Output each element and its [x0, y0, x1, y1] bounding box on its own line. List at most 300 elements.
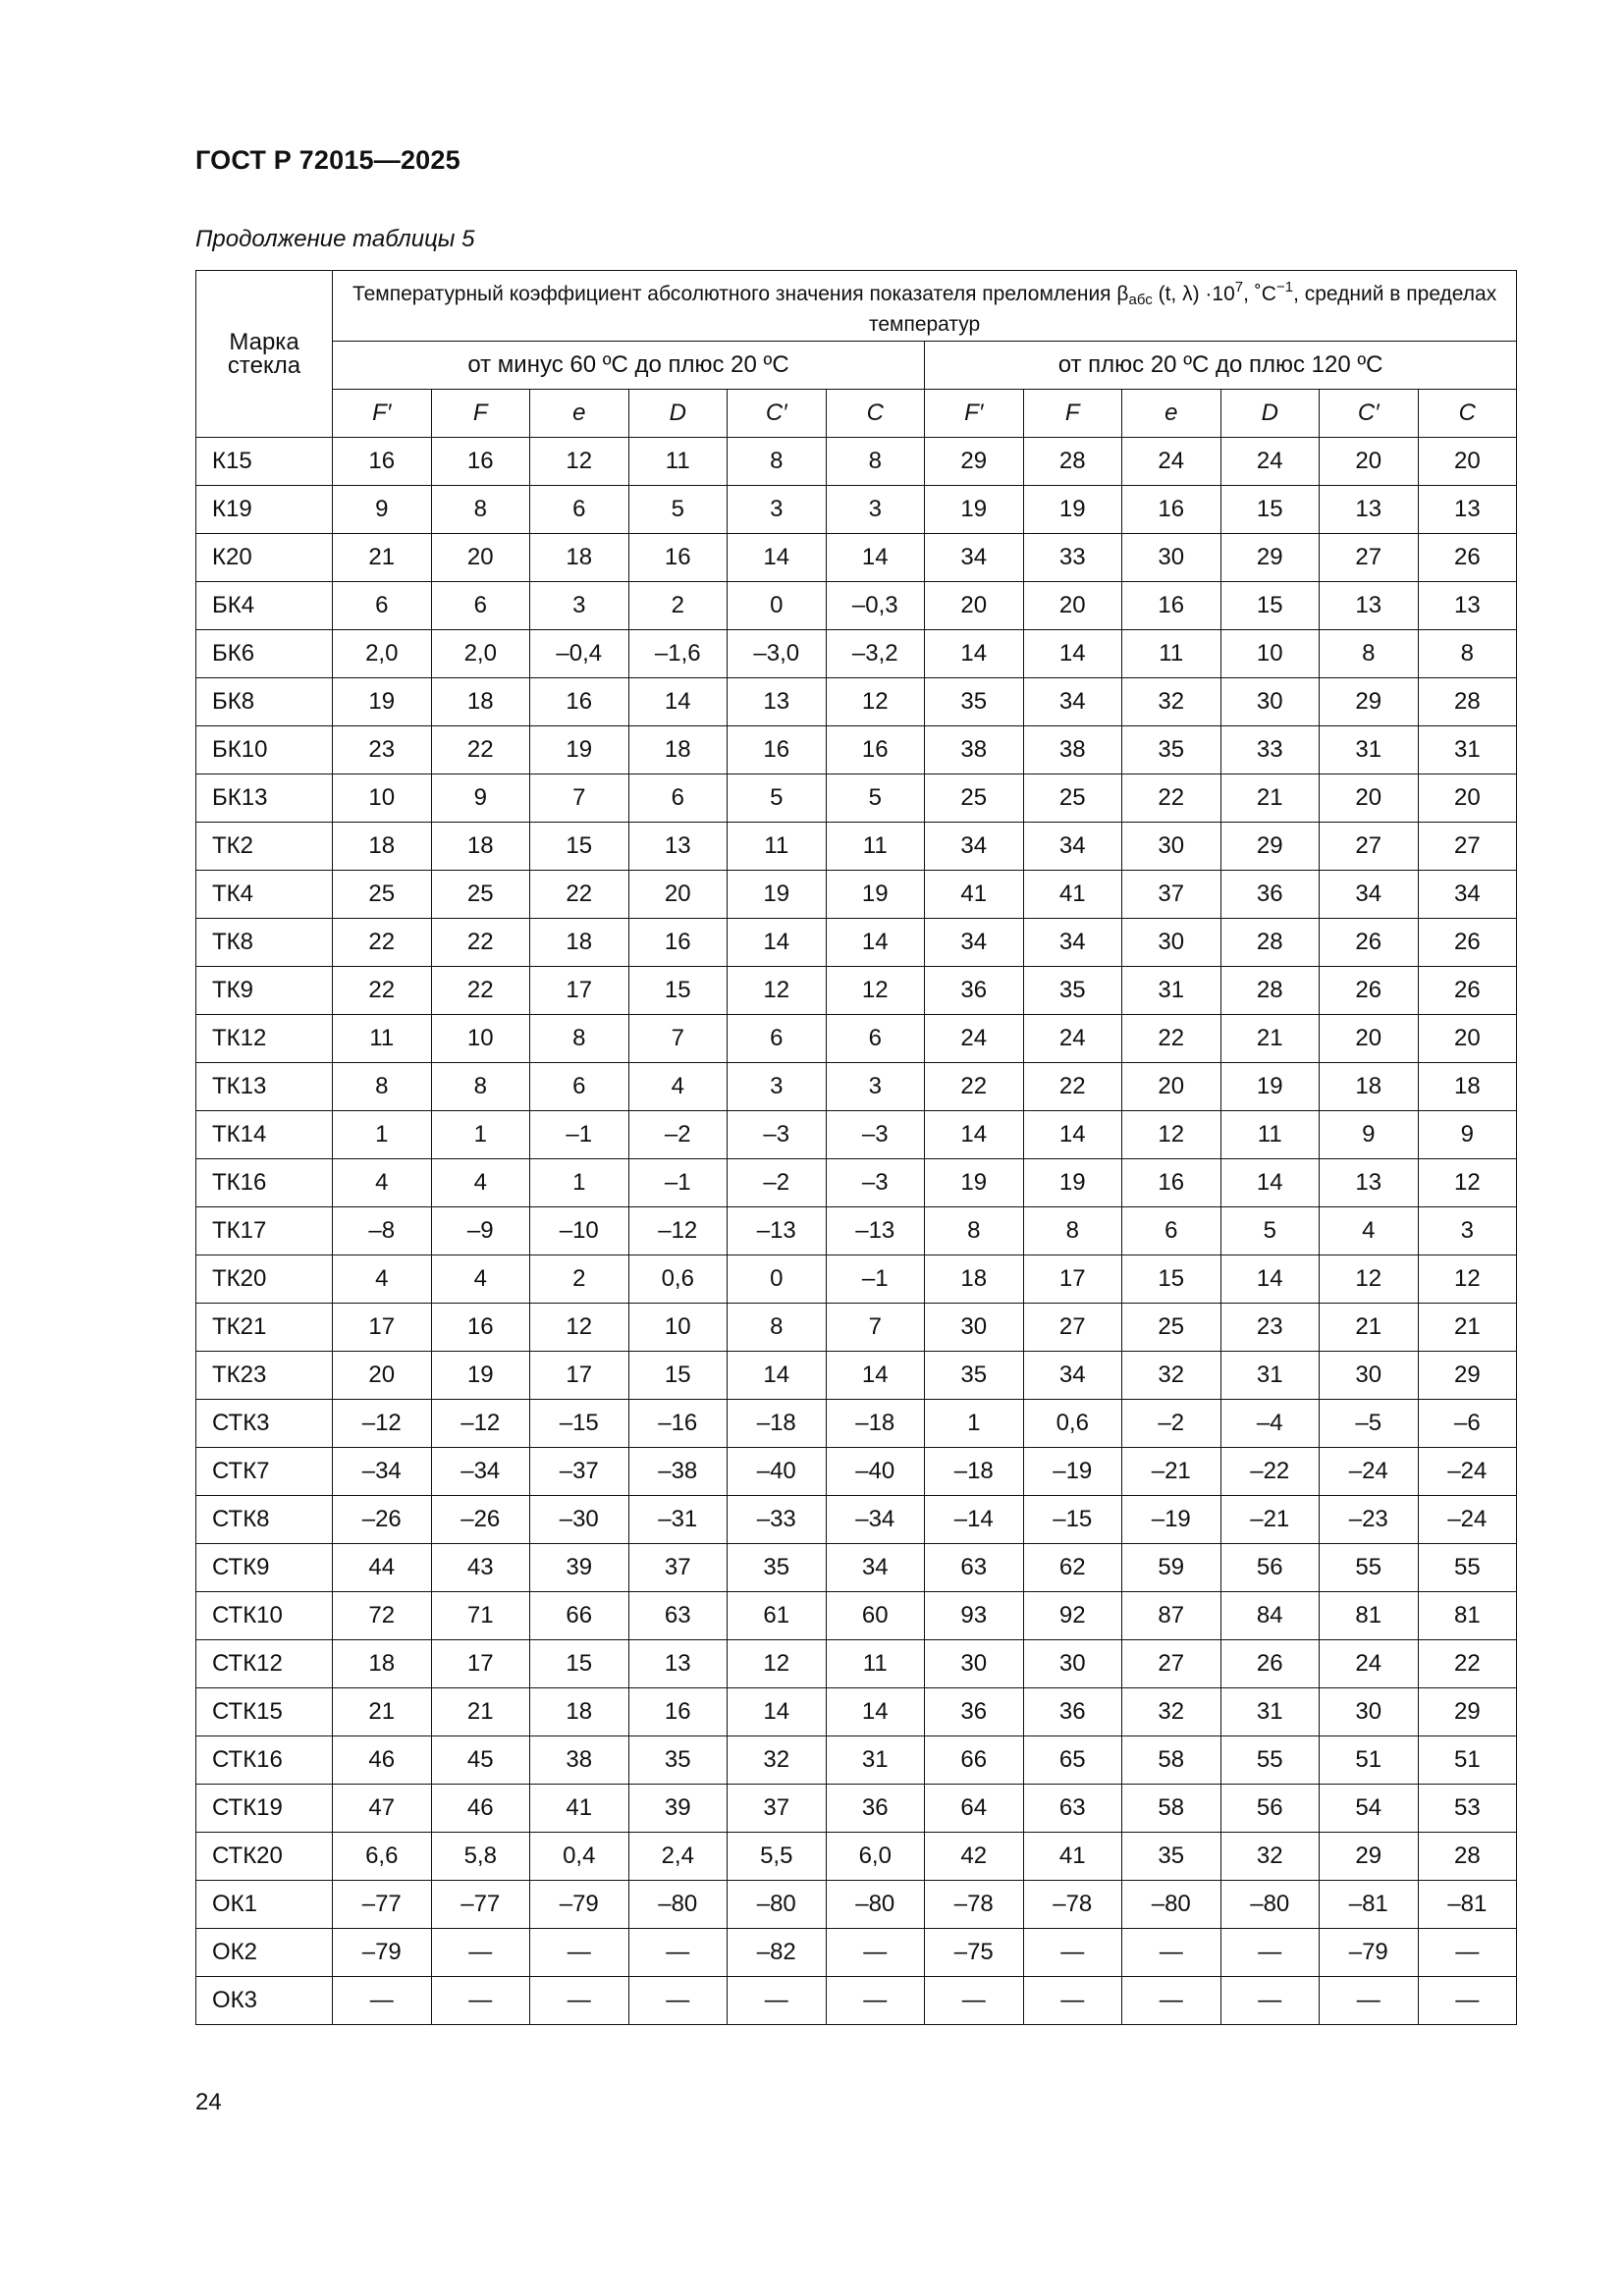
coefficient-cell: 22: [1122, 774, 1221, 823]
coefficient-cell: 15: [530, 823, 629, 871]
coefficient-cell: 6: [530, 486, 629, 534]
coefficient-cell: –10: [530, 1207, 629, 1255]
coefficient-cell: 92: [1023, 1592, 1122, 1640]
coefficient-cell: 34: [1023, 678, 1122, 726]
coefficient-cell: 20: [1320, 438, 1419, 486]
coefficient-cell: –31: [628, 1496, 728, 1544]
coefficient-cell: 38: [1023, 726, 1122, 774]
glass-mark-cell: ТК9: [196, 967, 333, 1015]
coefficient-cell: 56: [1220, 1785, 1320, 1833]
coefficient-cell: —: [1122, 1977, 1221, 2025]
coefficient-cell: –30: [530, 1496, 629, 1544]
coefficient-cell: 4: [431, 1159, 530, 1207]
coefficient-cell: 31: [1418, 726, 1517, 774]
coefficient-cell: –15: [530, 1400, 629, 1448]
coefficient-cell: –79: [530, 1881, 629, 1929]
coefficient-cell: 29: [1418, 1352, 1517, 1400]
coefficient-cell: 46: [333, 1736, 432, 1785]
coefficient-cell: 30: [1122, 823, 1221, 871]
coefficient-cell: 46: [431, 1785, 530, 1833]
coefficient-cell: 7: [530, 774, 629, 823]
coefficient-cell: 93: [925, 1592, 1024, 1640]
coefficient-cell: –3,0: [728, 630, 827, 678]
coefficient-cell: 72: [333, 1592, 432, 1640]
coefficient-cell: 4: [628, 1063, 728, 1111]
coefficient-cell: 54: [1320, 1785, 1419, 1833]
coefficient-cell: –34: [826, 1496, 925, 1544]
coefficient-cell: 15: [1122, 1255, 1221, 1304]
coefficient-header-suffix: , средний в пределах температур: [868, 283, 1497, 336]
coefficient-cell: 30: [1122, 919, 1221, 967]
coefficient-cell: 39: [628, 1785, 728, 1833]
coefficient-cell: 29: [1320, 1833, 1419, 1881]
coefficient-cell: 6,0: [826, 1833, 925, 1881]
coefficient-cell: 26: [1320, 967, 1419, 1015]
coefficient-cell: 8: [530, 1015, 629, 1063]
glass-mark-cell: СТК10: [196, 1592, 333, 1640]
coefficient-cell: 30: [925, 1304, 1024, 1352]
coefficient-cell: 22: [431, 726, 530, 774]
coefficient-cell: 21: [1320, 1304, 1419, 1352]
coefficient-cell: –34: [431, 1448, 530, 1496]
glass-mark-cell: БК4: [196, 582, 333, 630]
coefficient-cell: 12: [530, 438, 629, 486]
power-exponent: 7: [1234, 279, 1244, 295]
coefficient-cell: 3: [728, 1063, 827, 1111]
coefficient-cell: –80: [628, 1881, 728, 1929]
band-header: D: [1220, 390, 1320, 438]
coefficient-cell: 17: [530, 967, 629, 1015]
coefficient-cell: 12: [728, 1640, 827, 1688]
coefficient-cell: 37: [628, 1544, 728, 1592]
coefficient-cell: –80: [728, 1881, 827, 1929]
coefficient-cell: 18: [530, 1688, 629, 1736]
coefficient-cell: –12: [431, 1400, 530, 1448]
coefficient-cell: 15: [628, 1352, 728, 1400]
table-row: [196, 1304, 1517, 1352]
table-row: [196, 1015, 1517, 1063]
table-row: [196, 774, 1517, 823]
coefficient-cell: 26: [1418, 919, 1517, 967]
coefficient-cell: 53: [1418, 1785, 1517, 1833]
glass-mark-cell: ОК2: [196, 1929, 333, 1977]
coefficient-cell: –1: [530, 1111, 629, 1159]
coefficient-cell: 20: [1418, 774, 1517, 823]
glass-mark-cell: ТК17: [196, 1207, 333, 1255]
coefficient-cell: 42: [925, 1833, 1024, 1881]
coefficient-cell: 8: [728, 438, 827, 486]
coefficient-cell: 39: [530, 1544, 629, 1592]
coefficient-cell: —: [925, 1977, 1024, 2025]
coefficient-cell: –80: [1220, 1881, 1320, 1929]
coefficient-cell: 22: [431, 919, 530, 967]
coefficient-cell: 20: [628, 871, 728, 919]
coefficient-cell: –77: [431, 1881, 530, 1929]
band-header: C: [826, 390, 925, 438]
coefficient-cell: 55: [1220, 1736, 1320, 1785]
coefficient-cell: 18: [628, 726, 728, 774]
coefficient-cell: 31: [1220, 1688, 1320, 1736]
coefficient-cell: –24: [1418, 1448, 1517, 1496]
coefficient-cell: 43: [431, 1544, 530, 1592]
coefficient-cell: 27: [1418, 823, 1517, 871]
coefficient-cell: 21: [333, 534, 432, 582]
coefficient-cell: 27: [1320, 823, 1419, 871]
coefficient-cell: 26: [1418, 967, 1517, 1015]
table-row: [196, 1688, 1517, 1736]
coefficient-cell: 5: [728, 774, 827, 823]
coefficient-cell: –0,3: [826, 582, 925, 630]
table-row: [196, 582, 1517, 630]
coefficient-cell: 14: [728, 1688, 827, 1736]
coefficient-cell: 24: [1023, 1015, 1122, 1063]
coefficient-cell: 13: [1320, 582, 1419, 630]
coefficient-cell: 41: [1023, 1833, 1122, 1881]
coefficient-cell: 28: [1220, 919, 1320, 967]
table-row: [196, 967, 1517, 1015]
coefficient-cell: 65: [1023, 1736, 1122, 1785]
coefficient-cell: —: [333, 1977, 432, 2025]
glass-mark-cell: ТК14: [196, 1111, 333, 1159]
coefficient-cell: 32: [728, 1736, 827, 1785]
coefficient-cell: 27: [1122, 1640, 1221, 1688]
coefficient-cell: 13: [1418, 582, 1517, 630]
coefficient-cell: 6: [628, 774, 728, 823]
coefficient-cell: 0,6: [628, 1255, 728, 1304]
glass-mark-cell: СТК3: [196, 1400, 333, 1448]
coefficient-cell: –13: [728, 1207, 827, 1255]
coefficient-cell: 11: [826, 823, 925, 871]
coefficient-cell: –19: [1122, 1496, 1221, 1544]
coefficient-cell: 13: [1418, 486, 1517, 534]
coefficient-cell: –2: [628, 1111, 728, 1159]
table-body: [196, 438, 1517, 2025]
coefficient-cell: 35: [925, 678, 1024, 726]
coefficient-cell: 34: [925, 823, 1024, 871]
coefficient-cell: –1: [826, 1255, 925, 1304]
coefficient-cell: 28: [1418, 1833, 1517, 1881]
coefficient-cell: 20: [1320, 774, 1419, 823]
coefficient-cell: 37: [728, 1785, 827, 1833]
coefficient-cell: 14: [728, 919, 827, 967]
table-row: [196, 1207, 1517, 1255]
coefficient-cell: –78: [1023, 1881, 1122, 1929]
coefficient-cell: 16: [333, 438, 432, 486]
coefficient-cell: 29: [1418, 1688, 1517, 1736]
coefficient-cell: 32: [1122, 678, 1221, 726]
coefficient-cell: 8: [1320, 630, 1419, 678]
glass-mark-cell: ТК8: [196, 919, 333, 967]
coefficient-cell: 14: [1220, 1159, 1320, 1207]
coefficient-cell: –21: [1122, 1448, 1221, 1496]
coefficient-cell: 6: [1122, 1207, 1221, 1255]
coefficient-cell: 19: [1220, 1063, 1320, 1111]
coefficient-header-prefix: Температурный коэффициент абсолютного значения показателя преломления: [352, 283, 1111, 305]
coefficient-cell: —: [728, 1977, 827, 2025]
coefficient-cell: 19: [530, 726, 629, 774]
coefficient-cell: 16: [1122, 1159, 1221, 1207]
coefficient-cell: 8: [431, 486, 530, 534]
table-row: [196, 1785, 1517, 1833]
table-caption: Продолжение таблицы 5: [195, 226, 475, 252]
coefficient-cell: –38: [628, 1448, 728, 1496]
coefficient-cell: 18: [333, 823, 432, 871]
coefficient-cell: 34: [1023, 823, 1122, 871]
coefficient-cell: 17: [431, 1640, 530, 1688]
glass-mark-cell: ОК3: [196, 1977, 333, 2025]
coefficient-cell: —: [530, 1929, 629, 1977]
header-row-bands: [196, 390, 1517, 438]
coefficient-cell: 18: [530, 919, 629, 967]
coefficient-cell: 14: [826, 1352, 925, 1400]
glass-mark-cell: СТК9: [196, 1544, 333, 1592]
coefficient-cell: 29: [1220, 823, 1320, 871]
coefficient-cell: –8: [333, 1207, 432, 1255]
coefficient-cell: –1: [628, 1159, 728, 1207]
glass-mark-cell: СТК16: [196, 1736, 333, 1785]
coefficient-cell: 19: [1023, 1159, 1122, 1207]
coefficient-cell: 51: [1320, 1736, 1419, 1785]
coefficient-cell: 14: [826, 919, 925, 967]
coefficient-cell: 14: [1220, 1255, 1320, 1304]
glass-mark-cell: СТК8: [196, 1496, 333, 1544]
coefficient-cell: 12: [728, 967, 827, 1015]
coefficient-cell: 19: [925, 486, 1024, 534]
coefficient-cell: –15: [1023, 1496, 1122, 1544]
coefficient-cell: 14: [728, 1352, 827, 1400]
coefficient-cell: 0: [728, 1255, 827, 1304]
coefficient-cell: –33: [728, 1496, 827, 1544]
coefficient-cell: 0,6: [1023, 1400, 1122, 1448]
coefficient-cell: 31: [1320, 726, 1419, 774]
glass-mark-cell: ОК1: [196, 1881, 333, 1929]
coefficient-cell: 34: [1023, 1352, 1122, 1400]
coefficient-cell: –3,2: [826, 630, 925, 678]
coefficient-cell: 61: [728, 1592, 827, 1640]
table-row: [196, 438, 1517, 486]
coefficient-cell: 21: [1220, 1015, 1320, 1063]
glass-mark-cell: К20: [196, 534, 333, 582]
coefficient-cell: 16: [530, 678, 629, 726]
coefficient-cell: 5,8: [431, 1833, 530, 1881]
table-row: [196, 1736, 1517, 1785]
header-row-main: [196, 271, 1517, 342]
coefficient-cell: 15: [530, 1640, 629, 1688]
coefficient-cell: 18: [925, 1255, 1024, 1304]
coefficient-cell: 8: [1418, 630, 1517, 678]
coefficient-cell: 6: [333, 582, 432, 630]
coefficient-cell: 5: [628, 486, 728, 534]
coefficient-args: (t, λ) ·10: [1158, 283, 1235, 305]
coefficient-cell: 3: [826, 1063, 925, 1111]
coefficient-cell: –5: [1320, 1400, 1419, 1448]
coefficient-cell: 32: [1122, 1688, 1221, 1736]
coefficient-cell: 0,4: [530, 1833, 629, 1881]
range-header-low: от минус 60 ºС до плюс 20 ºС: [333, 342, 925, 390]
coefficient-cell: 41: [925, 871, 1024, 919]
coefficient-cell: 12: [1320, 1255, 1419, 1304]
band-header: F: [1023, 390, 1122, 438]
band-header: C′: [1320, 390, 1419, 438]
coefficient-cell: –9: [431, 1207, 530, 1255]
coefficient-cell: 12: [1418, 1255, 1517, 1304]
coefficient-cell: –79: [1320, 1929, 1419, 1977]
coefficient-cell: 6: [826, 1015, 925, 1063]
glass-mark-cell: К15: [196, 438, 333, 486]
coefficient-cell: —: [1122, 1929, 1221, 1977]
coefficient-cell: 15: [1220, 486, 1320, 534]
glass-mark-cell: СТК15: [196, 1688, 333, 1736]
coefficient-cell: 4: [333, 1159, 432, 1207]
table-row: [196, 726, 1517, 774]
coefficient-cell: 32: [1122, 1352, 1221, 1400]
coefficient-cell: –3: [728, 1111, 827, 1159]
coefficient-cell: 36: [826, 1785, 925, 1833]
coefficient-cell: 47: [333, 1785, 432, 1833]
band-header: F′: [333, 390, 432, 438]
coefficient-cell: 36: [925, 967, 1024, 1015]
coefficient-cell: 22: [530, 871, 629, 919]
coefficient-cell: 14: [925, 630, 1024, 678]
coefficient-cell: 26: [1220, 1640, 1320, 1688]
coefficient-cell: 34: [1023, 919, 1122, 967]
coefficient-cell: 60: [826, 1592, 925, 1640]
coefficient-cell: 30: [1122, 534, 1221, 582]
coefficient-cell: 16: [826, 726, 925, 774]
coefficient-cell: –12: [628, 1207, 728, 1255]
coefficient-cell: 30: [1320, 1688, 1419, 1736]
coefficient-cell: 21: [333, 1688, 432, 1736]
coefficient-cell: –4: [1220, 1400, 1320, 1448]
glass-mark-cell: ТК12: [196, 1015, 333, 1063]
coefficient-cell: 19: [826, 871, 925, 919]
coefficient-cell: 16: [728, 726, 827, 774]
range-header-high: от плюс 20 ºС до плюс 120 ºС: [925, 342, 1517, 390]
coefficient-cell: 14: [925, 1111, 1024, 1159]
table-row: [196, 823, 1517, 871]
coefficient-cell: 55: [1320, 1544, 1419, 1592]
table-row: [196, 1063, 1517, 1111]
coefficient-cell: 33: [1220, 726, 1320, 774]
table-row: [196, 1833, 1517, 1881]
coefficient-cell: 8: [1023, 1207, 1122, 1255]
coefficient-cell: 64: [925, 1785, 1024, 1833]
coefficient-cell: 16: [431, 1304, 530, 1352]
coefficient-cell: –21: [1220, 1496, 1320, 1544]
coefficient-cell: 71: [431, 1592, 530, 1640]
coefficient-cell: 16: [431, 438, 530, 486]
glass-mark-cell: ТК23: [196, 1352, 333, 1400]
coefficient-cell: 19: [431, 1352, 530, 1400]
coefficient-cell: –82: [728, 1929, 827, 1977]
coefficient-cell: —: [1023, 1977, 1122, 2025]
coefficient-cell: —: [628, 1977, 728, 2025]
coefficient-cell: 9: [431, 774, 530, 823]
coefficient-cell: 16: [628, 919, 728, 967]
coefficient-cell: 11: [1122, 630, 1221, 678]
table-row: [196, 1640, 1517, 1688]
table-row: [196, 919, 1517, 967]
coefficient-cell: 18: [431, 823, 530, 871]
coefficient-cell: 22: [333, 967, 432, 1015]
band-header: e: [530, 390, 629, 438]
coefficient-cell: –3: [826, 1159, 925, 1207]
table-row: [196, 1977, 1517, 2025]
coefficient-cell: 56: [1220, 1544, 1320, 1592]
coefficient-cell: –37: [530, 1448, 629, 1496]
coefficient-cell: 36: [1023, 1688, 1122, 1736]
coefficient-cell: 34: [826, 1544, 925, 1592]
coefficient-cell: 9: [1320, 1111, 1419, 1159]
coefficient-cell: –3: [826, 1111, 925, 1159]
coefficient-cell: 8: [333, 1063, 432, 1111]
table-row: [196, 1111, 1517, 1159]
coefficient-cell: 37: [1122, 871, 1221, 919]
glass-coefficient-table: [195, 270, 1517, 2025]
coefficient-cell: –77: [333, 1881, 432, 1929]
table-row: [196, 1496, 1517, 1544]
coefficient-cell: 19: [1023, 486, 1122, 534]
coefficient-cell: 15: [1220, 582, 1320, 630]
table-row: [196, 1159, 1517, 1207]
coefficient-cell: 11: [728, 823, 827, 871]
coefficient-cell: 6,6: [333, 1833, 432, 1881]
coefficient-cell: 1: [333, 1111, 432, 1159]
coefficient-cell: 13: [628, 1640, 728, 1688]
coefficient-cell: —: [826, 1977, 925, 2025]
coefficient-cell: 41: [530, 1785, 629, 1833]
coefficient-cell: —: [431, 1929, 530, 1977]
coefficient-cell: 66: [925, 1736, 1024, 1785]
coefficient-cell: 14: [826, 534, 925, 582]
coefficient-cell: –2: [1122, 1400, 1221, 1448]
coefficient-cell: 20: [1418, 1015, 1517, 1063]
coefficient-cell: –81: [1418, 1881, 1517, 1929]
band-header: C′: [728, 390, 827, 438]
coefficient-cell: 22: [1122, 1015, 1221, 1063]
coefficient-cell: 25: [1023, 774, 1122, 823]
coefficient-cell: –79: [333, 1929, 432, 1977]
coefficient-cell: 10: [628, 1304, 728, 1352]
coefficient-cell: 35: [1122, 726, 1221, 774]
coefficient-cell: 7: [628, 1015, 728, 1063]
coefficient-cell: 66: [530, 1592, 629, 1640]
coefficient-cell: 15: [628, 967, 728, 1015]
coefficient-cell: 2: [530, 1255, 629, 1304]
coefficient-cell: –40: [826, 1448, 925, 1496]
coefficient-cell: 35: [925, 1352, 1024, 1400]
coefficient-cell: 30: [1320, 1352, 1419, 1400]
coefficient-cell: 22: [333, 919, 432, 967]
coefficient-cell: 10: [431, 1015, 530, 1063]
coefficient-cell: 38: [530, 1736, 629, 1785]
coefficient-cell: 1: [530, 1159, 629, 1207]
coefficient-cell: 18: [333, 1640, 432, 1688]
band-header: C: [1418, 390, 1517, 438]
glass-mark-cell: БК10: [196, 726, 333, 774]
table-row: [196, 871, 1517, 919]
glass-mark-cell: СТК20: [196, 1833, 333, 1881]
coefficient-cell: 22: [925, 1063, 1024, 1111]
coefficient-cell: 25: [1122, 1304, 1221, 1352]
coefficient-cell: –81: [1320, 1881, 1419, 1929]
coefficient-cell: 5: [1220, 1207, 1320, 1255]
coefficient-cell: 27: [1023, 1304, 1122, 1352]
coefficient-cell: 14: [826, 1688, 925, 1736]
band-header: e: [1122, 390, 1221, 438]
coefficient-cell: 22: [1023, 1063, 1122, 1111]
coefficient-cell: 34: [1418, 871, 1517, 919]
